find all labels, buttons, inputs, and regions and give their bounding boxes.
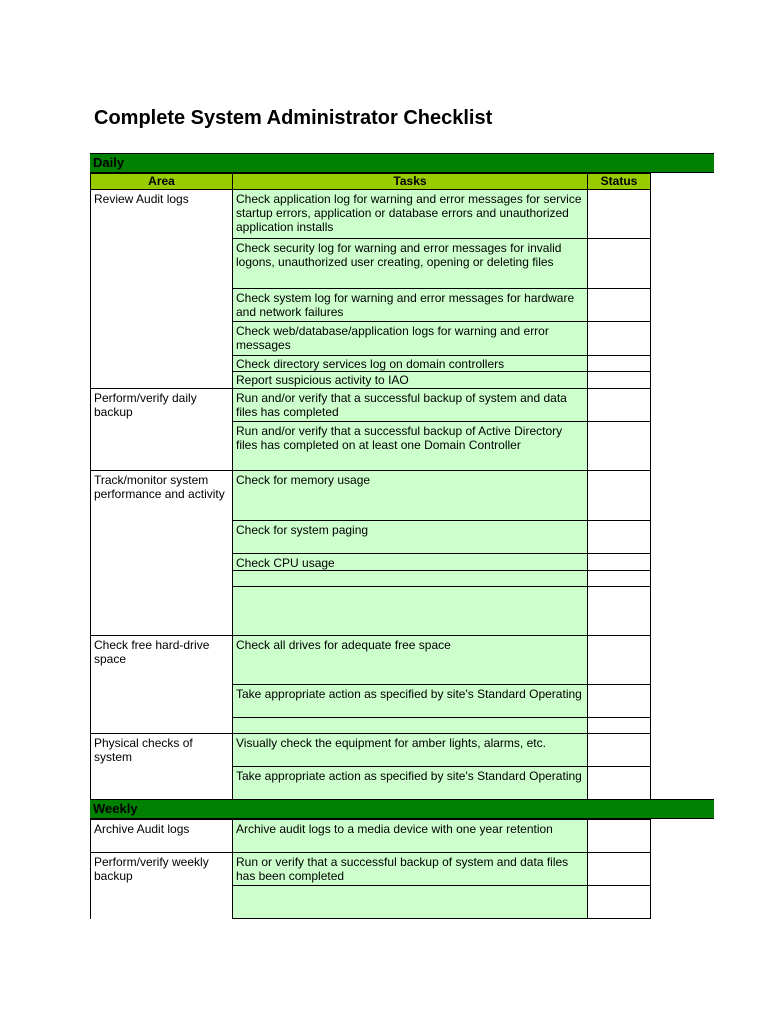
task-row: Check system log for warning and error messages for hardware and network failures xyxy=(232,288,588,322)
task-row: Run and/or verify that a successful backup of Active Directory files has completed on at least one Domain Controller xyxy=(232,421,588,471)
task-row xyxy=(232,570,588,587)
task-row: Check application log for warning and error messages for service startup errors, application or database errors and unauthorized application installs xyxy=(232,189,588,239)
status-cell[interactable] xyxy=(587,321,651,356)
status-cell[interactable] xyxy=(587,635,651,685)
section-weekly: Weekly xyxy=(90,799,714,819)
task-row: Check web/database/application logs for warning and error messages xyxy=(232,321,588,356)
task-row xyxy=(232,586,588,636)
status-cell[interactable] xyxy=(587,288,651,322)
task-row: Visually check the equipment for amber lights, alarms, etc. xyxy=(232,733,588,767)
task-row: Check CPU usage xyxy=(232,553,588,571)
area-review-audit-logs: Review Audit logs xyxy=(90,189,233,389)
task-row: Check all drives for adequate free space xyxy=(232,635,588,685)
status-cell[interactable] xyxy=(587,421,651,471)
status-cell[interactable] xyxy=(587,766,651,800)
status-cell[interactable] xyxy=(587,717,651,734)
header-tasks: Tasks xyxy=(232,173,588,190)
status-cell[interactable] xyxy=(587,520,651,554)
task-row xyxy=(232,717,588,734)
status-cell[interactable] xyxy=(587,388,651,422)
area-physical-checks: Physical checks of system xyxy=(90,733,233,800)
status-cell[interactable] xyxy=(587,586,651,636)
task-row: Run and/or verify that a successful backup of system and data files has completed xyxy=(232,388,588,422)
task-row: Archive audit logs to a media device with one year retention xyxy=(232,819,588,853)
area-free-disk-space: Check free hard-drive space xyxy=(90,635,233,734)
area-weekly-backup: Perform/verify weekly backup xyxy=(90,852,233,919)
area-daily-backup: Perform/verify daily backup xyxy=(90,388,233,471)
task-row: Check security log for warning and error messages for invalid logons, unauthorized user creating, opening or deleting files xyxy=(232,238,588,289)
task-row: Take appropriate action as specified by site's Standard Operating xyxy=(232,684,588,718)
page-title: Complete System Administrator Checklist xyxy=(94,107,493,129)
task-row: Take appropriate action as specified by site's Standard Operating xyxy=(232,766,588,800)
status-cell[interactable] xyxy=(587,819,651,853)
header-area: Area xyxy=(90,173,233,190)
status-cell[interactable] xyxy=(587,852,651,886)
status-cell[interactable] xyxy=(587,189,651,239)
task-row: Report suspicious activity to IAO xyxy=(232,371,588,389)
status-cell[interactable] xyxy=(587,885,651,919)
task-row: Run or verify that a successful backup of system and data files has been completed xyxy=(232,852,588,886)
area-system-performance: Track/monitor system performance and activity xyxy=(90,470,233,636)
area-archive-audit-logs: Archive Audit logs xyxy=(90,819,233,853)
task-row: Check for memory usage xyxy=(232,470,588,521)
status-cell[interactable] xyxy=(587,553,651,571)
task-row: Check directory services log on domain controllers xyxy=(232,355,588,372)
status-cell[interactable] xyxy=(587,570,651,587)
status-cell[interactable] xyxy=(587,470,651,521)
task-row xyxy=(232,885,588,919)
status-cell[interactable] xyxy=(587,371,651,389)
task-row: Check for system paging xyxy=(232,520,588,554)
header-status: Status xyxy=(587,173,651,190)
status-cell[interactable] xyxy=(587,238,651,289)
status-cell[interactable] xyxy=(587,355,651,372)
status-cell[interactable] xyxy=(587,684,651,718)
section-daily: Daily xyxy=(90,153,714,173)
status-cell[interactable] xyxy=(587,733,651,767)
